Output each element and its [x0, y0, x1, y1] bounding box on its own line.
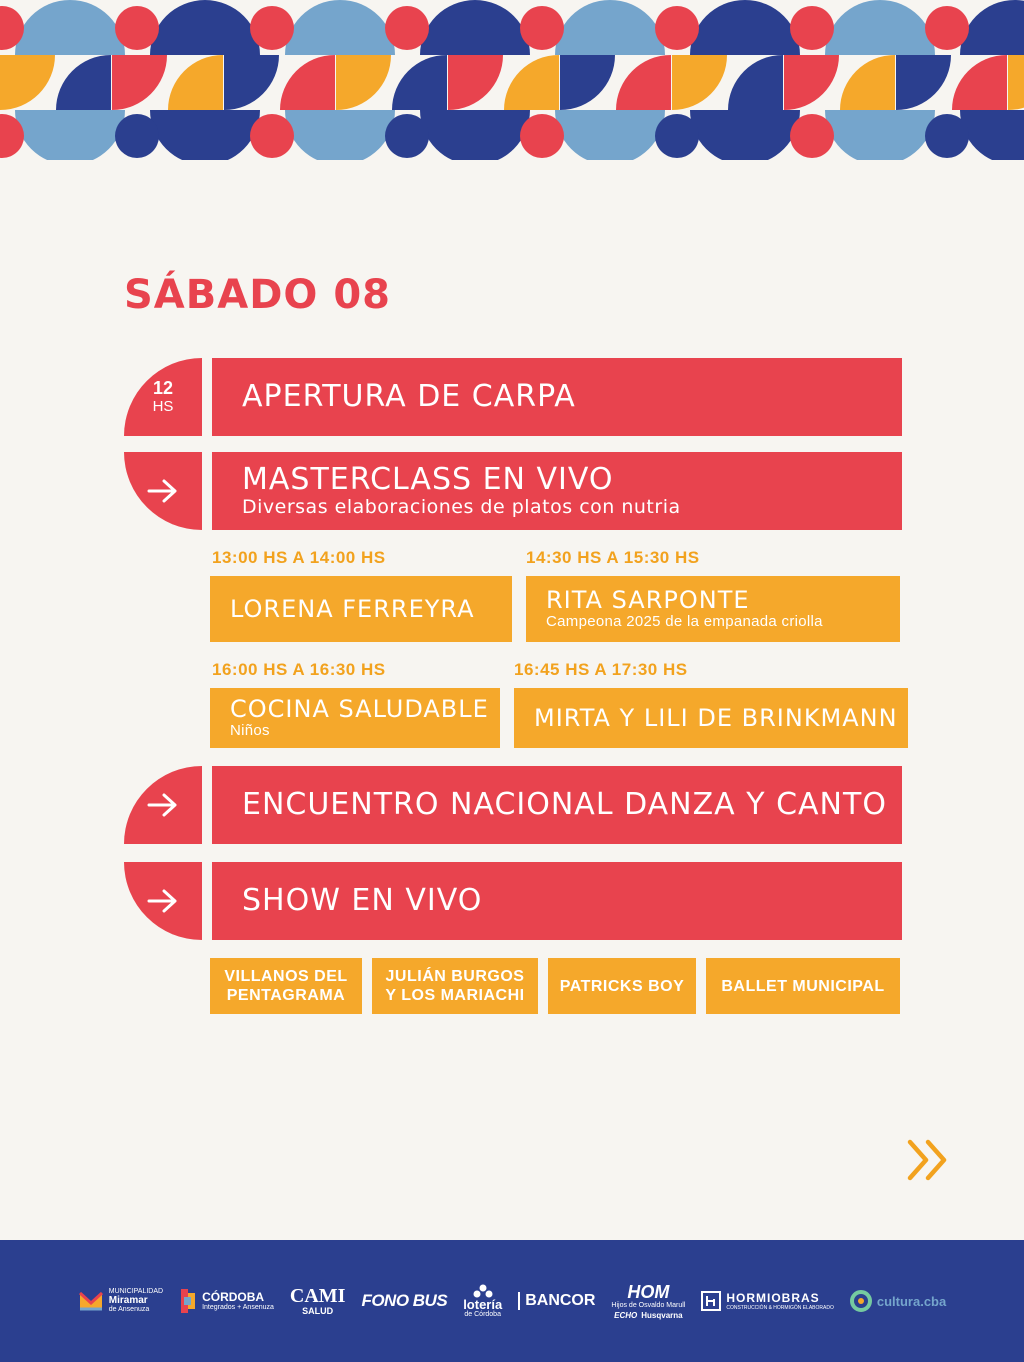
- pattern-shape: [420, 110, 530, 160]
- pattern-shape: [825, 0, 935, 55]
- arrow-right-icon: [146, 888, 180, 914]
- logo-cultura: cultura.cba: [850, 1290, 946, 1312]
- pattern-shape: [15, 0, 125, 55]
- pattern-shape: [520, 6, 564, 50]
- pattern-shape: [896, 55, 951, 110]
- loteria-balls-icon: [472, 1284, 494, 1298]
- slot-sublabel: Campeona 2025 de la empanada criolla: [546, 613, 823, 630]
- pattern-shape: [285, 110, 395, 160]
- slot-time: 16:00 HS A 16:30 HS: [212, 660, 386, 679]
- pattern-shape: [728, 55, 783, 110]
- slot-card: [514, 688, 908, 748]
- logo-miramar: MUNICIPALIDAD Miramar de Ansenuza: [78, 1288, 163, 1314]
- logo-bancor: BANCOR: [518, 1292, 595, 1310]
- artist-chip: BALLET MUNICIPAL: [706, 958, 900, 1014]
- pattern-shape: [112, 55, 167, 110]
- pattern-shape: [150, 110, 260, 160]
- pattern-shape: [15, 110, 125, 160]
- pattern-shape: [784, 55, 839, 110]
- pattern-shape: [385, 114, 429, 158]
- pattern-shape: [1008, 55, 1024, 110]
- pattern-shape: [150, 0, 260, 55]
- pattern-shape: [555, 110, 665, 160]
- pattern-shape: [655, 114, 699, 158]
- pattern-shape: [555, 0, 665, 55]
- logo-cordoba: CÓRDOBA Integrados + Ansenuza: [179, 1287, 274, 1315]
- slot-time: 14:30 HS A 15:30 HS: [526, 548, 700, 567]
- page-title: SÁBADO 08: [124, 272, 392, 318]
- pattern-shape: [690, 0, 800, 55]
- slot-time: 16:45 HS A 17:30 HS: [514, 660, 688, 679]
- pattern-shape: [250, 6, 294, 50]
- pattern-shape: [616, 55, 671, 110]
- miramar-emblem-icon: [78, 1289, 104, 1313]
- pattern-shape: [952, 55, 1007, 110]
- logo-fonobus: FONO BUS: [361, 1291, 448, 1310]
- pattern-shape: [392, 55, 447, 110]
- pattern-shape: [448, 55, 503, 110]
- event-time-tab: [124, 358, 202, 436]
- slot-time: 13:00 HS A 14:00 HS: [212, 548, 386, 567]
- event-bar-encuentro: [212, 766, 902, 844]
- logo-hom: HOM Hijos de Osvaldo Marull ECHO Husqvarna: [611, 1281, 686, 1320]
- slot-label: LORENA FERREYRA: [230, 595, 475, 623]
- logo-cami: CAMI SALUD: [289, 1285, 346, 1316]
- geometric-pattern-header: [0, 0, 1024, 160]
- pattern-shape: [56, 55, 111, 110]
- pattern-shape: [115, 114, 159, 158]
- tab-unit: HS: [152, 398, 174, 415]
- pattern-shape: [520, 114, 564, 158]
- cultura-emblem-icon: [850, 1290, 872, 1312]
- slot-label: COCINA SALUDABLE: [230, 695, 489, 723]
- artist-chip: PATRICKS BOY: [548, 958, 696, 1014]
- hormiobras-emblem-icon: [701, 1291, 721, 1311]
- pattern-shape: [960, 0, 1024, 55]
- event-label: APERTURA DE CARPA: [242, 379, 576, 414]
- pattern-shape: [0, 55, 55, 110]
- pattern-shape: [285, 0, 395, 55]
- pattern-shape: [336, 55, 391, 110]
- event-sublabel: Diversas elaboraciones de platos con nutria: [242, 496, 681, 518]
- event-bar-show: [212, 862, 902, 940]
- event-arrow-tab: [124, 862, 202, 940]
- pattern-shape: [840, 55, 895, 110]
- pattern-shape: [250, 114, 294, 158]
- pattern-shape: [925, 114, 969, 158]
- artist-chip: JULIÁN BURGOS Y LOS MARIACHI: [372, 958, 538, 1014]
- event-label: ENCUENTRO NACIONAL DANZA Y CANTO: [242, 787, 887, 822]
- event-label: SHOW EN VIVO: [242, 883, 483, 918]
- slot-sublabel: Niños: [230, 722, 270, 739]
- pattern-shape: [790, 114, 834, 158]
- slot-label: MIRTA Y LILI DE BRINKMANN: [534, 704, 898, 732]
- artist-chip: VILLANOS DEL PENTAGRAMA: [210, 958, 362, 1014]
- sponsor-footer: [0, 1240, 1024, 1362]
- cordoba-emblem-icon: [179, 1287, 197, 1315]
- event-label: MASTERCLASS EN VIVO: [242, 462, 614, 497]
- slot-card: [526, 576, 900, 642]
- event-arrow-tab: [124, 452, 202, 530]
- event-bar-masterclass: [212, 452, 902, 530]
- event-bar-apertura: [212, 358, 902, 436]
- slot-card: [210, 688, 500, 748]
- logo-loteria: lotería de Córdoba: [463, 1284, 502, 1319]
- pattern-shape: [280, 55, 335, 110]
- slot-card: [210, 576, 512, 642]
- pattern-shape: [224, 55, 279, 110]
- pattern-shape: [672, 55, 727, 110]
- pattern-shape: [655, 6, 699, 50]
- pattern-shape: [115, 6, 159, 50]
- pattern-shape: [960, 110, 1024, 160]
- pattern-shape: [168, 55, 223, 110]
- pattern-shape: [385, 6, 429, 50]
- logo-hormiobras: HORMIOBRAS CONSTRUCCIÓN & HORMIGÓN ELABORADO: [701, 1291, 834, 1311]
- slot-label: RITA SARPONTE: [546, 586, 750, 614]
- pattern-shape: [925, 6, 969, 50]
- arrow-right-icon: [146, 478, 180, 504]
- event-arrow-tab: [124, 766, 202, 844]
- double-chevron-right-icon[interactable]: [906, 1138, 950, 1182]
- pattern-shape: [690, 110, 800, 160]
- pattern-shape: [504, 55, 559, 110]
- pattern-shape: [825, 110, 935, 160]
- arrow-right-icon: [146, 792, 180, 818]
- pattern-shape: [560, 55, 615, 110]
- tab-hour: 12: [152, 378, 174, 398]
- pattern-shape: [420, 0, 530, 55]
- pattern-shape: [790, 6, 834, 50]
